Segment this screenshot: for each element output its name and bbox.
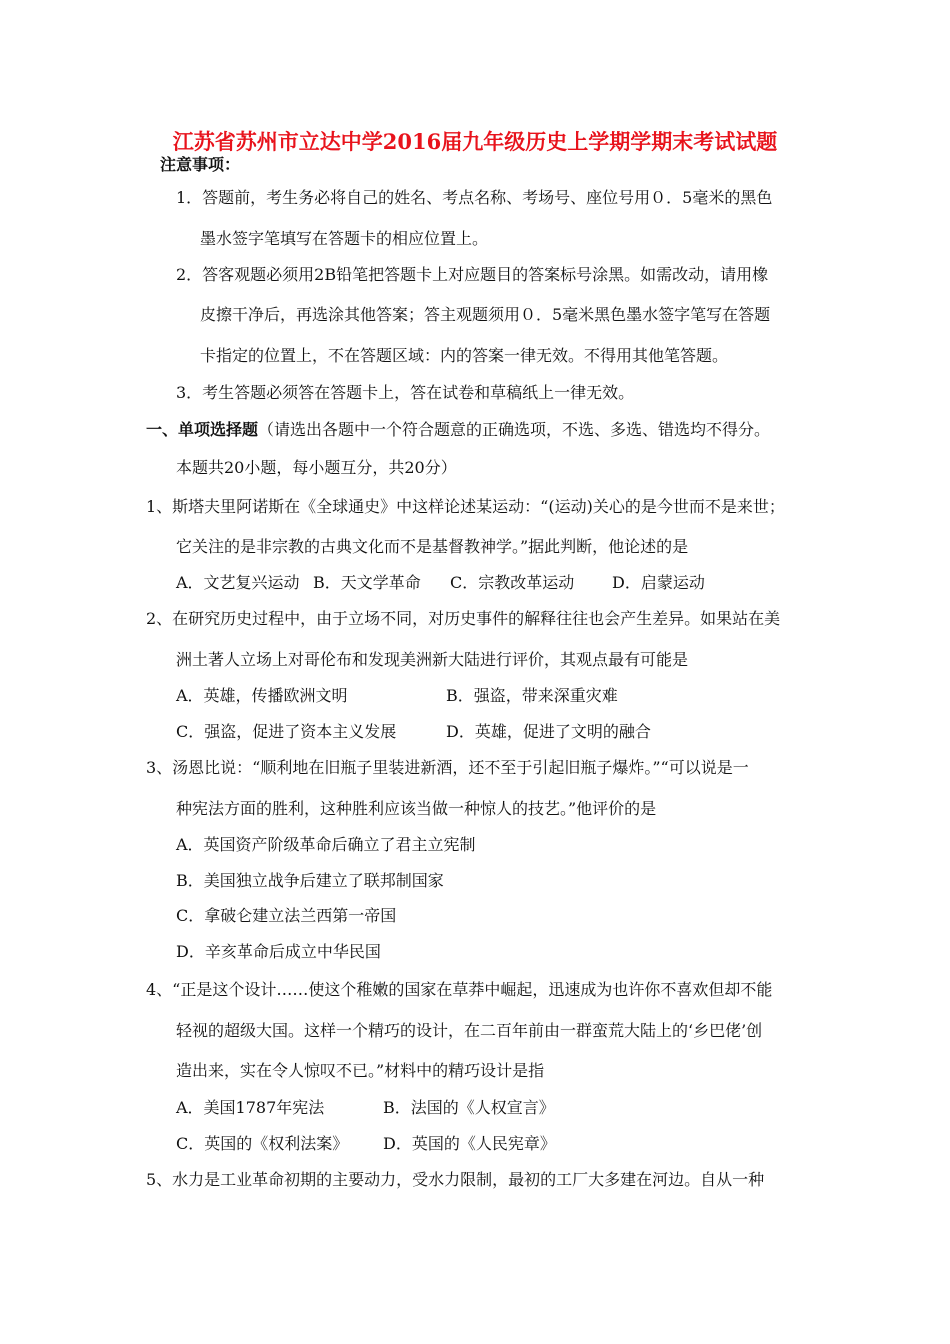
question-2-stem-line-1: 2、在研究历史过程中，由于立场不同，对历史事件的解释往往也会产生差异。如果站在美 <box>146 609 781 628</box>
question-1-option-d: D．启蒙运动 <box>612 573 705 592</box>
question-4-stem-line-1: 4、“正是这个设计……使这个稚嫩的国家在草莽中崛起，迅速成为也许你不喜欢但却不能 <box>146 980 773 999</box>
question-4-stem-line-2: 轻视的超级大国。这样一个精巧的设计，在二百年前由一群蛮荒大陆上的‘乡巴佬’创 <box>176 1021 763 1040</box>
question-4-stem-line-3: 造出来，实在令人惊叹不已。”材料中的精巧设计是指 <box>176 1061 545 1080</box>
question-2-option-c: C．强盗，促进了资本主义发展 <box>176 722 397 741</box>
question-4-option-a: A．美国1787年宪法 <box>176 1098 325 1117</box>
section-1-heading: 一、单项选择题 <box>146 420 259 439</box>
notice-item-2-line-1: 2．答客观题必须用2B铅笔把答题卡上对应题目的答案标号涂黑。如需改动，请用橡 <box>176 265 769 284</box>
page-title: 江苏省苏州市立达中学2016届九年级历史上学期学期末考试试题 <box>172 129 778 154</box>
question-2-option-d: D．英雄，促进了文明的融合 <box>446 722 651 741</box>
question-1-stem-line-2: 它关注的是非宗教的古典文化而不是基督教神学。”据此判断，他论述的是 <box>176 537 689 556</box>
section-1-description: （请选出各题中一个符合题意的正确选项，不选、多选、错选均不得分。 <box>258 420 771 439</box>
question-1-option-b: B．天文学革命 <box>313 573 421 592</box>
question-3-stem-line-2: 种宪法方面的胜利，这种胜利应该当做一种惊人的技艺。”他评价的是 <box>176 799 657 818</box>
question-1-option-a: A．文艺复兴运动 <box>176 573 300 592</box>
notice-heading: 注意事项： <box>160 155 241 174</box>
question-1-options <box>176 573 705 593</box>
question-3-option-d: D．辛亥革命后成立中华民国 <box>176 942 381 961</box>
question-4-option-d: D．英国的《人民宪章》 <box>383 1134 556 1153</box>
notice-item-3: 3．考生答题必须答在答题卡上，答在试卷和草稿纸上一律无效。 <box>176 383 635 402</box>
section-1-heading-line <box>146 420 770 440</box>
notice-item-1-line-2: 墨水签字笔填写在答题卡的相应位置上。 <box>200 229 489 248</box>
section-1-description-line-2: 本题共20小题，每小题互分，共20分） <box>176 458 457 477</box>
question-1-option-c: C．宗教改革运动 <box>450 573 575 592</box>
question-2-option-a: A．英雄，传播欧洲文明 <box>176 686 348 705</box>
question-3-option-c: C．拿破仑建立法兰西第一帝国 <box>176 906 397 925</box>
question-4-options-row-1 <box>176 1098 555 1118</box>
question-3-option-a: A．英国资产阶级革命后确立了君主立宪制 <box>176 835 476 854</box>
question-2-options-row-1 <box>176 686 618 706</box>
question-3-stem-line-1: 3、汤恩比说：“顺利地在旧瓶子里装进新酒，还不至于引起旧瓶子爆炸。”“可以说是一 <box>146 758 749 777</box>
notice-item-1-line-1: 1．答题前，考生务必将自己的姓名、考点名称、考场号、座位号用０．5毫米的黑色 <box>176 188 773 207</box>
notice-item-2-line-2: 皮擦干净后，再选涂其他答案；答主观题须用０．5毫米黑色墨水签字笔写在答题 <box>200 305 771 324</box>
question-3-option-b: B．美国独立战争后建立了联邦制国家 <box>176 871 444 890</box>
question-4-option-c: C．英国的《权利法案》 <box>176 1134 349 1153</box>
question-2-stem-line-2: 洲土著人立场上对哥伦布和发现美洲新大陆进行评价，其观点最有可能是 <box>176 650 689 669</box>
question-2-option-b: B．强盗，带来深重灾难 <box>446 686 618 705</box>
question-4-options-row-2 <box>176 1134 556 1154</box>
question-2-options-row-2 <box>176 722 651 742</box>
question-5-stem-line-1: 5、水力是工业革命初期的主要动力，受水力限制，最初的工厂大多建在河边。自从一种 <box>146 1170 765 1189</box>
question-4-option-b: B．法国的《人权宣言》 <box>383 1098 555 1117</box>
notice-item-2-line-3: 卡指定的位置上，不在答题区域：内的答案一律无效。不得用其他笔答题。 <box>200 346 729 365</box>
question-1-stem-line-1: 1、斯塔夫里阿诺斯在《全球通史》中这样论述某运动：“(运动)关心的是今世而不是来世； <box>146 497 785 516</box>
